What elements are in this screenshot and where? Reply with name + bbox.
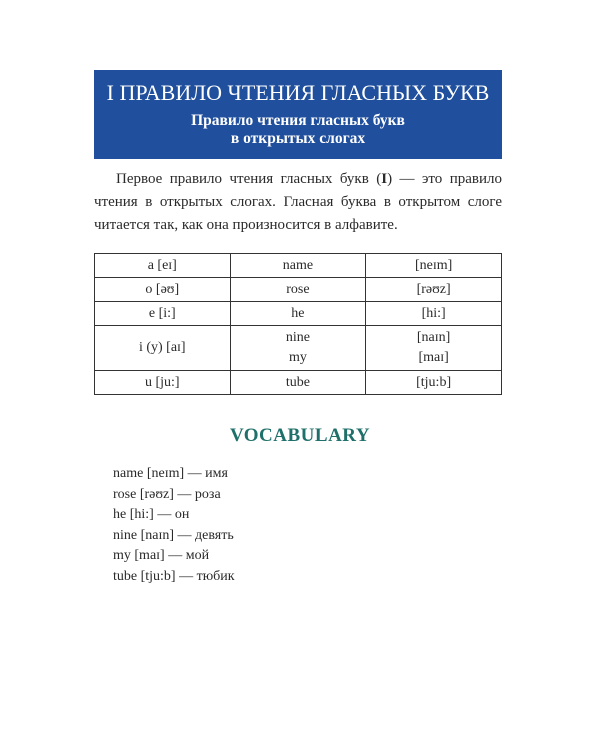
table-row (95, 278, 502, 302)
transcription-cell (366, 254, 502, 278)
vocabulary-item: he [hi:] — он (113, 507, 190, 522)
vocabulary-item: nine [naɪn] — девять (113, 527, 234, 543)
example-word: he (291, 305, 305, 321)
chapter-title: I ПРАВИЛО ЧТЕНИЯ ГЛАСНЫХ БУКВ (106, 80, 490, 105)
example-word-cell (230, 278, 366, 302)
intro-paragraph (94, 168, 502, 237)
example-word: my (288, 350, 307, 365)
example-word-cell (230, 371, 366, 395)
vowel-rules-table-body (95, 254, 502, 395)
vocabulary-item: my [maɪ] — мой (113, 548, 210, 563)
vowel-letter-cell: a [eɪ] (95, 254, 231, 278)
transcription-cell (366, 326, 502, 371)
table-row (95, 326, 502, 371)
vocabulary-item: tube [tju:b] — тюбик (113, 568, 235, 584)
transcription: [hi:] (421, 305, 446, 321)
example-word: name (282, 257, 314, 273)
vocabulary-item: rose [rəʊz] — роза (113, 486, 221, 502)
vowel-letter-cell: o [əʊ] (95, 278, 231, 302)
transcription-cell (366, 278, 502, 302)
vowel-letter-cell: e [i:] (95, 302, 231, 326)
transcription: [maɪ] (418, 350, 449, 365)
transcription: [naɪn] (416, 330, 451, 345)
chapter-banner (94, 70, 502, 159)
transcription: [rəʊz] (416, 281, 451, 297)
example-word-cell (230, 254, 366, 278)
transcription: [neɪm] (414, 257, 453, 273)
chapter-subtitle (94, 112, 502, 148)
vocabulary-list (113, 464, 235, 587)
example-word: nine (285, 330, 310, 345)
intro-text-before: Первое правило чтения гласных букв ( (116, 171, 382, 187)
example-word: rose (286, 281, 310, 297)
table-row (95, 302, 502, 326)
intro-roman-numeral: I (381, 171, 388, 187)
vowel-letter-cell: u [ju:] (95, 371, 231, 395)
vowel-rules-table (94, 253, 502, 395)
chapter-subtitle-line-2: в открытых слогах (230, 130, 366, 147)
example-word: tube (285, 374, 310, 390)
vowel-letter-cell: i (y) [aɪ] (95, 326, 231, 371)
example-word-cell (230, 302, 366, 326)
transcription: [tju:b] (416, 374, 452, 390)
vocabulary-item: name [neɪm] — имя (113, 466, 228, 481)
chapter-subtitle-line-1: Правило чтения гласных букв (191, 112, 405, 129)
intro-text-after: ) — это правило чтения в открытых слогах. Гласная буква в открытом слоге читается так, как она произносится в алфавите. (94, 171, 502, 233)
example-word-cell (230, 326, 366, 371)
table-row (95, 371, 502, 395)
transcription-cell (366, 302, 502, 326)
table-row (95, 254, 502, 278)
transcription-cell (366, 371, 502, 395)
vocabulary-heading: VOCABULARY (229, 425, 371, 446)
